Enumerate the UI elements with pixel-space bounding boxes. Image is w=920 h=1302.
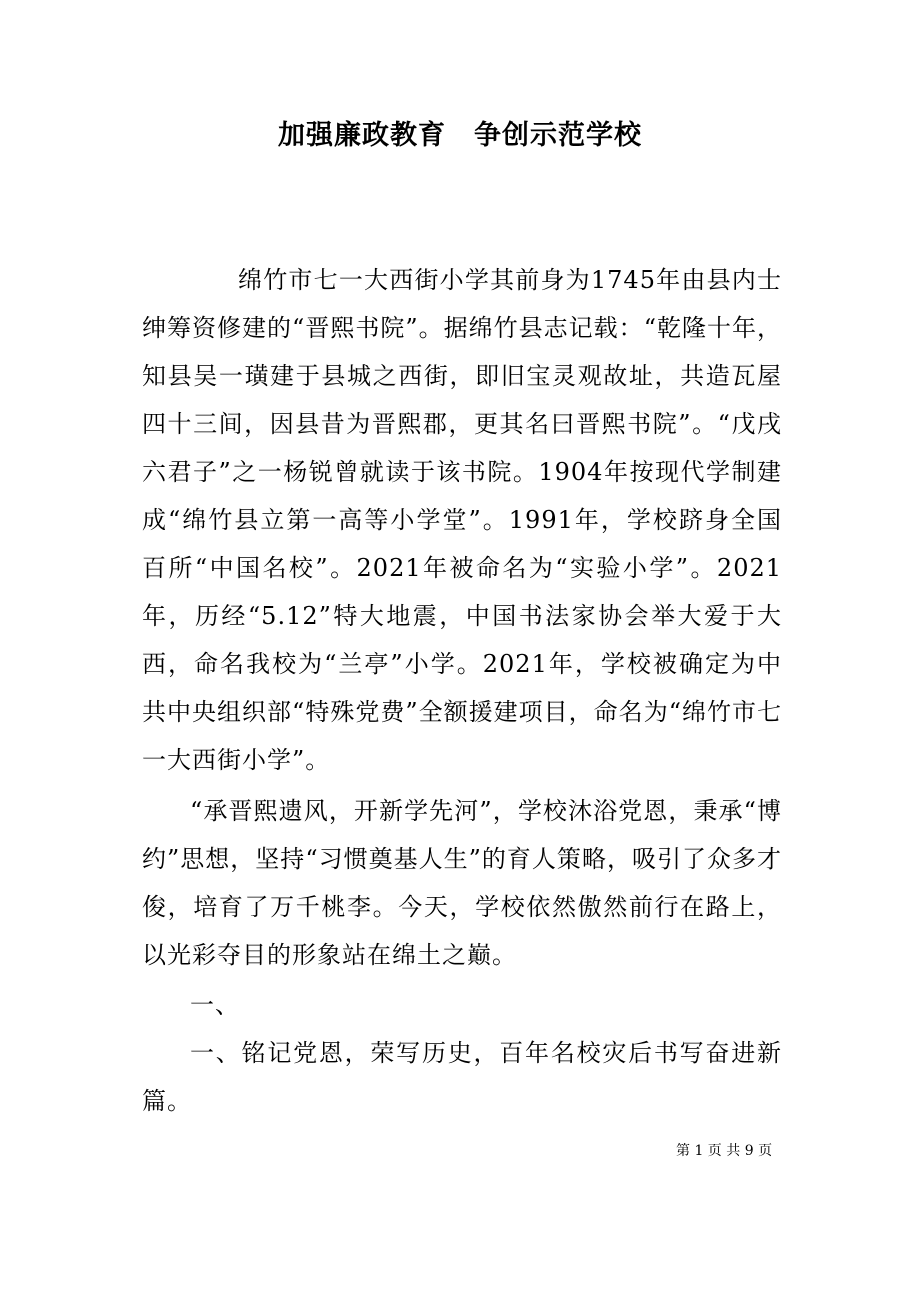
- page-number-footer: 第 1 页 共 9 页: [676, 1143, 773, 1159]
- paragraph-school-spirit: “承晋熙遗风，开新学先河”，学校沐浴党恩，秉承“博约”思想，坚持“习惯奠基人生”的育人策略，吸引了众多才俊，培育了万千桃李。今天，学校依然傲然前行在路上，以光彩夺目的形象站在绵土之巅。: [142, 797, 782, 969]
- document-title: 加强廉政教育 争创示范学校: [278, 120, 642, 151]
- section-heading-one-full: 一、铭记党恩，荣写历史，百年名校灾后书写奋进新篇。: [142, 1039, 782, 1115]
- section-heading-one: 一、: [190, 991, 240, 1019]
- paragraph-school-history: 绵竹市七一大西街小学其前身为1745年由县内士绅筹资修建的“晋熙书院”。据绵竹县志记载：“乾隆十年，知县吴一璜建于县城之西街，即旧宝灵观故址，共造瓦屋四十三间，因县昔为晋熙郡，更其名曰晋熙书院”。“戊戌六君子”之一杨锐曾就读于该书院。1904年按现代学制建成“绵竹县立第一高等小学堂”。1991年，学校跻身全国百所“中国名校”。2021年被命名为“实验小学”。2021年，历经“5.12”特大地震，中国书法家协会举大爱于大西，命名我校为“兰亭”小学。2021年，学校被确定为中共中央组织部“特殊党费”全额援建项目，命名为“绵竹市七一大西街小学”。: [142, 266, 782, 774]
